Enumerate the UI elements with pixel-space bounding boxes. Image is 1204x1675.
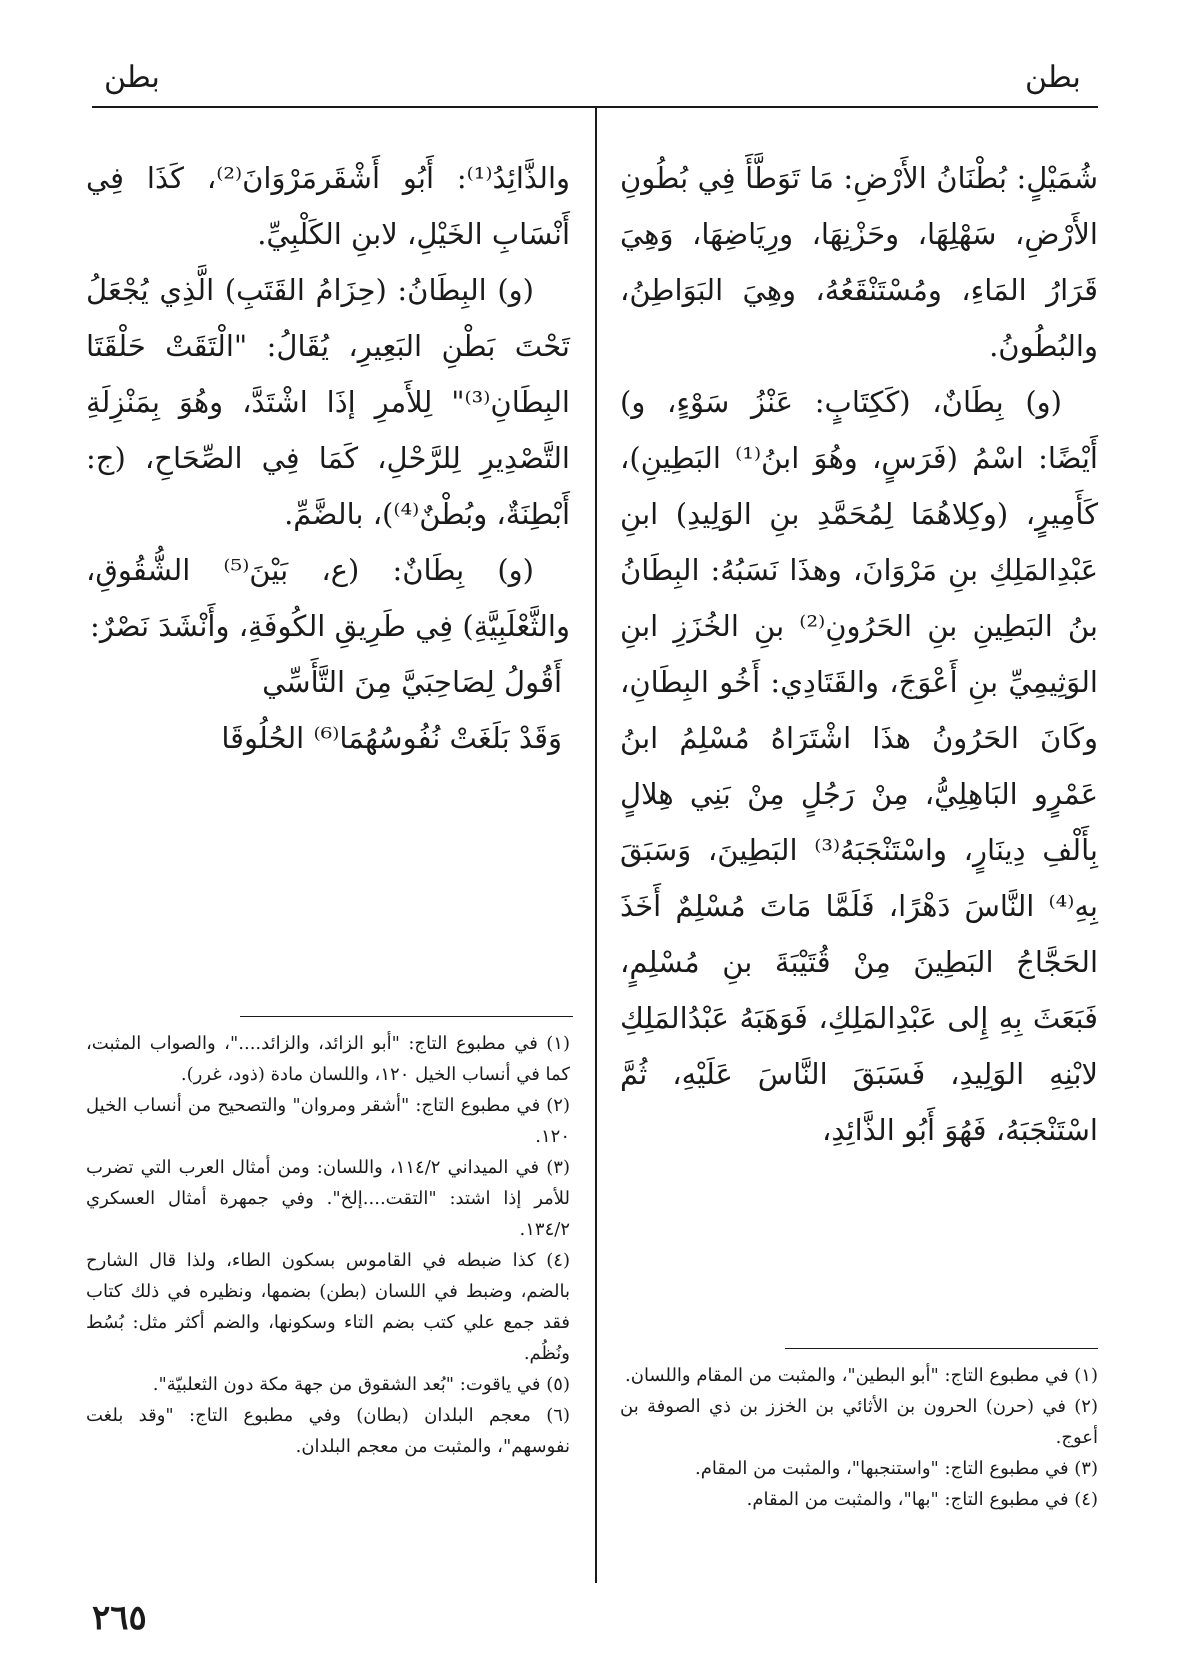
left-paragraph-2: (و) البِطَانُ: (حِزَامُ القَتَبِ) الَّذِي يُجْعَلُ تَحْتَ بَطْنِ البَعِيرِ، يُقَالُ: "الْتَقَتْ حَلْقَتَا البِطَانِ⁽³⁾" لِلأَمرِ إذَا اشْتَدَّ، وهُوَ بِمَنْزِلَةِ التَّصْدِيرِ لِلرَّحْلِ، كَمَا فِي الصِّحَاحِ، (ج: أَبْطِنَةٌ، وبُطْنٌ⁽⁴⁾)، بالضَّمِّ.: [86, 273, 570, 531]
right-footnote-4: (٤) في مطبوع التاج: "بها"، والمثبت من المقام.: [746, 1489, 1098, 1510]
left-footnote-6: (٦) معجم البلدان (بطان) وفي مطبوع التاج: "وقد بلغت نفوسهم"، والمثبت من معجم البلدان.: [86, 1405, 570, 1457]
left-column: [86, 150, 570, 766]
page-number: ٢٦٥: [92, 1598, 147, 1638]
right-footnote-3: (٣) في مطبوع التاج: "واستنجبها"، والمثبت من المقام.: [695, 1458, 1098, 1479]
running-head-left: بطن: [104, 60, 160, 95]
right-footnote-1: (١) في مطبوع التاج: "أبو البطين"، والمثبت من المقام واللسان.: [625, 1365, 1098, 1386]
right-column: [620, 150, 1098, 1158]
left-footnote-2: (٢) في مطبوع التاج: "أشقر ومروان" والتصحيح من أنساب الخيل ١٢٠.: [86, 1095, 570, 1147]
left-footnote-1: (١) في مطبوع التاج: "أبو الزائد، والزائد...."، والصواب المثبت، كما في أنساب الخيل ١٢٠، واللسان مادة (ذود، غرر).: [86, 1033, 570, 1085]
left-footnotes: [86, 1028, 570, 1462]
column-divider: [595, 108, 597, 1583]
left-footnote-5: (٥) في ياقوت: "بُعد الشقوق من جهة مكة دون الثعلبيّة".: [152, 1374, 570, 1395]
right-paragraph-2: (و) بِطَانٌ، (كَكِتَابٍ: عَنْزُ سَوْءٍ، و) أَيْضًا: اسْمُ (فَرَسٍ، وهُوَ ابنُ⁽¹⁾ البَطِينِ)، كَأَمِيرٍ، (وكِلاهُمَا لِمُحَمَّدِ بنِ الوَلِيدِ) ابنِ عَبْدِالمَلِكِ بنِ مَرْوَانَ، وهذَا نَسَبُهُ: البِطَانُ بنُ البَطِينِ بنِ الحَرُونِ⁽²⁾ بنِ الخُزَزِ ابنِ الوَثِيمِيِّ بنِ أَعْوَجَ، والقَتَادِي: أَخُو البِطَانِ، وكَانَ الحَرُونُ هذَا اشْتَرَاهُ مُسْلِمُ ابنُ عَمْرٍو البَاهِلِيُّ، مِنْ رَجُلٍ مِنْ بَنِي هِلالٍ بِأَلْفِ دِينَارٍ، واسْتَنْجَبَهُ⁽³⁾ البَطِينَ، وَسَبَقَ بِهِ⁽⁴⁾ النَّاسَ دَهْرًا، فَلَمَّا مَاتَ مُسْلِمٌ أَخَذَ الحَجَّاجُ البَطِينَ مِنْ قُتَيْبَةَ بنِ مُسْلِمٍ، فَبَعَثَ بِهِ إِلى عَبْدِالمَلِكِ، فَوَهَبَهُ عَبْدُالمَلِكِ لابْنِهِ الوَلِيدِ، فَسَبَقَ النَّاسَ عَلَيْهِ، ثُمَّ اسْتَنْجَبَهُ، فَهُوَ أَبُو الذَّائِدِ،: [620, 385, 1099, 1147]
left-footnote-3: (٣) في الميداني ١١٤/٢، واللسان: ومن أمثال العرب التي تضرب للأمر إذا اشتد: "التقت....إلخ". وفي جمهرة أمثال العسكري ١٣٤/٢.: [86, 1157, 570, 1240]
right-paragraph-1: شُمَيْلٍ: بُطْنَانُ الأَرْضِ: مَا تَوَطَّأَ فِي بُطُونِ الأَرْضِ، سَهْلِهَا، وحَزْنِهَا، ورِيَاضِهَا، وَهِيَ قَرَارُ المَاءِ، ومُسْتَنْقَعُهُ، وهِيَ البَوَاطِنُ، والبُطُونُ.: [620, 161, 1098, 363]
right-footnotes: [620, 1360, 1098, 1515]
left-footnote-4: (٤) كذا ضبطه في القاموس بسكون الطاء، ولذا قال الشارح بالضم، وضبط في اللسان (بطن) بضمها، ونظيره في ذلك كتاب فقد جمع علي كتب بضم التاء وسكونها، والضم أكثر مثل: بُسُط ونُظُم.: [86, 1250, 570, 1364]
verse-line-2: وَقَدْ بَلَغَتْ نُفُوسُهُمَا⁽⁶⁾ الحُلُوقَا: [221, 721, 562, 755]
right-footnote-rule: [785, 1348, 1098, 1349]
right-footnote-2: (٢) في (حرن) الحرون بن الأثائي بن الخزز بن ذي الصوفة بن أعوج.: [620, 1396, 1098, 1448]
left-footnote-rule: [240, 1016, 573, 1017]
running-head-right: بطن: [1025, 60, 1081, 95]
verse-line-1: أَقُولُ لِصَاحِبَيَّ مِنَ التَّأَسِّي: [262, 665, 562, 699]
left-paragraph-1: والذَّائِدُ⁽¹⁾: أَبُو أَشْقَرمَرْوَانَ⁽²⁾، كَذَا فِي أَنْسَابِ الخَيْلِ، لابنِ الكَلْبِيِّ.: [86, 161, 570, 251]
left-paragraph-3: (و) بِطَانٌ: (ع، بَيْنَ⁽⁵⁾ الشُّقُوقِ، والثَّعْلَبِيَّةِ) فِي طَرِيقِ الكُوفَةِ، وأَنْشَدَ نَصْرٌ:: [86, 553, 570, 643]
